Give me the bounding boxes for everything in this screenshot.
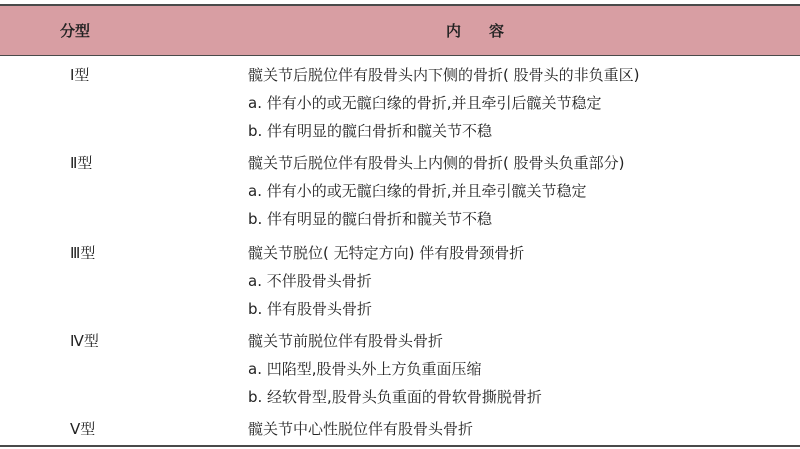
row-main-text: 髋关节后脱位伴有股骨头上内侧的骨折( 股骨头负重部分) [248, 154, 625, 172]
table-header [0, 4, 800, 56]
row-sub-text: a. 伴有小的或无髋臼缘的骨折,并且牵引髋关节稳定 [248, 182, 587, 200]
row-main-text: 髋关节中心性脱位伴有股骨头骨折 [248, 420, 474, 438]
row-type: Ⅳ型 [70, 332, 99, 350]
row-sub-text: b. 伴有明显的髋臼骨折和髋关节不稳 [248, 210, 493, 228]
row-type: Ⅰ型 [70, 66, 90, 84]
row-sub-text: b. 伴有明显的髋臼骨折和髋关节不稳 [248, 122, 493, 140]
row-main-text: 髋关节前脱位伴有股骨头骨折 [248, 332, 444, 350]
row-sub-text: b. 伴有股骨头骨折 [248, 300, 373, 318]
row-sub-text: a. 不伴股骨头骨折 [248, 272, 372, 290]
row-type: Ⅱ型 [70, 154, 93, 172]
row-type: Ⅲ型 [70, 244, 96, 262]
row-sub-text: a. 伴有小的或无髋臼缘的骨折,并且牵引后髋关节稳定 [248, 94, 602, 112]
row-main-text: 髋关节脱位( 无特定方向) 伴有股骨颈骨折 [248, 244, 525, 262]
bottom-rule [0, 445, 800, 447]
row-sub-text: a. 凹陷型,股骨头外上方负重面压缩 [248, 360, 482, 378]
row-main-text: 髋关节后脱位伴有股骨头内下侧的骨折( 股骨头的非负重区) [248, 66, 640, 84]
header-type: 分型 [59, 22, 90, 40]
row-sub-text: b. 经软骨型,股骨头负重面的骨软骨撕脱骨折 [248, 388, 542, 406]
header-content: 内容 [445, 22, 532, 40]
row-type: Ⅴ型 [70, 420, 96, 438]
